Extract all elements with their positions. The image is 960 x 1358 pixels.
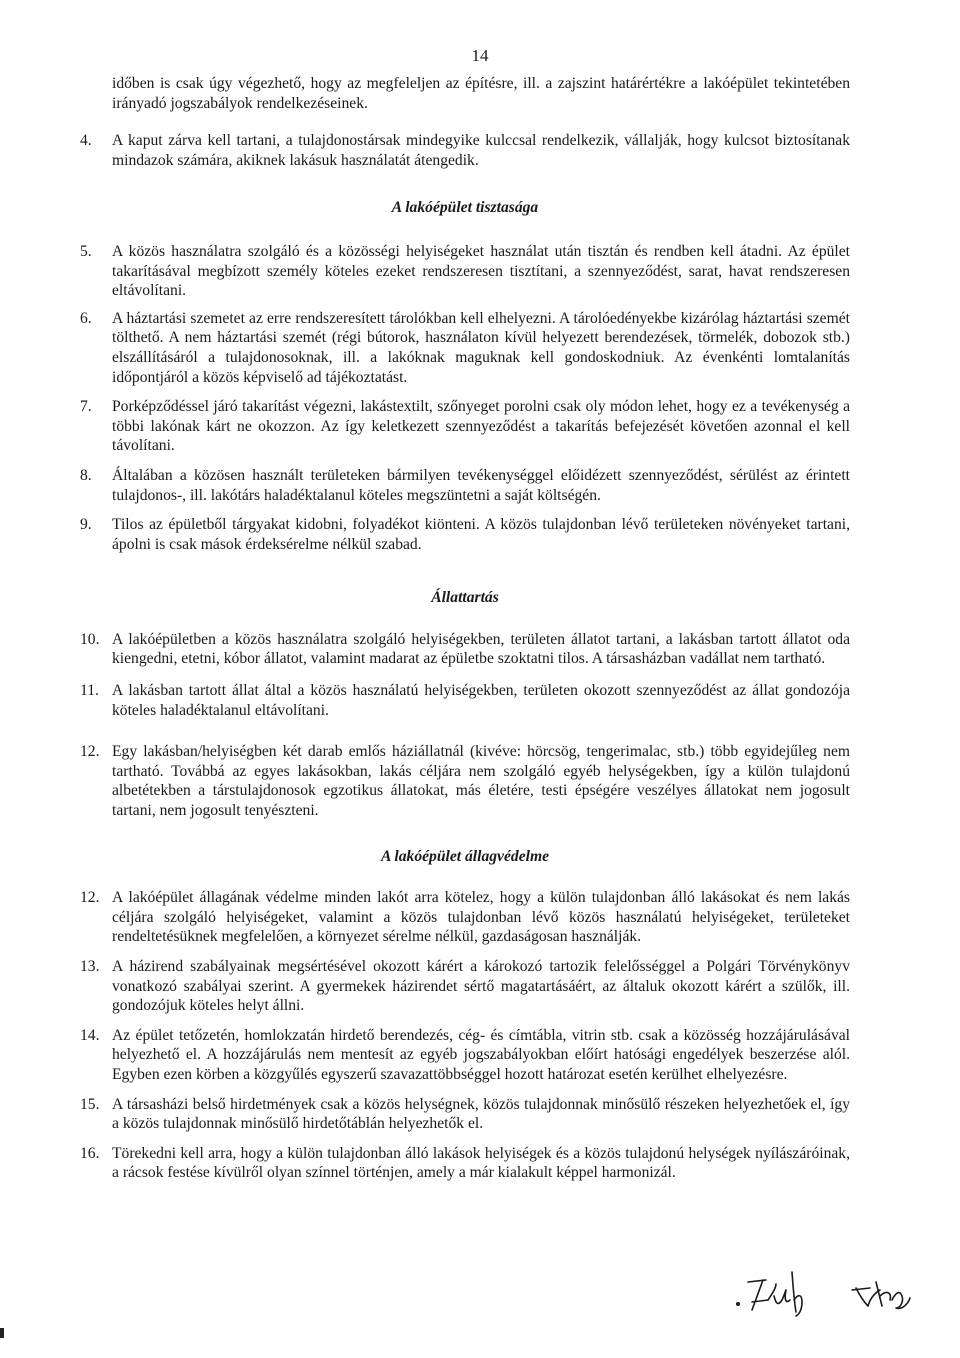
paragraph-text: Porképződéssel járó takarítást végezni, lakástextilt, szőnyeget porolni csak oly módon lehet, hogy ez a tevékenység a többi lakónak kárt ne okozzon. Az így keletkezett szennyeződést a takarítás befejezését követően azonnal el kell távolítani.: [112, 398, 850, 455]
paragraph-13: [80, 957, 850, 1016]
paragraph-number: 5.: [80, 242, 92, 260]
paragraph-7: [80, 397, 850, 456]
handwritten-signatures: [730, 1260, 930, 1330]
paragraph-text: időben is csak úgy végezhető, hogy az megfeleljen az építésre, ill. a zajszint határértékre a lakóépület tekintetében irányadó jogszabályok rendelkezéseinek.: [112, 75, 850, 112]
paragraph-text: A közös használatra szolgáló és a közösségi helyiségeket használat után tisztán és rendben kell átadni. Az épület takarításával megbízott személy köteles ezeket rendszeresen tisztítani, a szennyeződést, sarat, havat rendszeresen eltávolítani.: [112, 242, 850, 300]
paragraph-9: [80, 515, 850, 554]
paragraph-number: 9.: [80, 516, 92, 534]
paragraph-number: 11.: [80, 682, 99, 700]
section-heading-building-maintenance: A lakóépület állagvédelme: [380, 847, 550, 865]
paragraph-6: [80, 309, 850, 387]
paragraph-11: [80, 681, 850, 720]
paragraph-text: A házirend szabályainak megsértésével okozott kárért a károkozó tartozik felelősséggel a Polgári Törvénykönyv vonatkozó szabályai szerint. A gyermekek házirendet sértő magatartásáért, az általuk okozott kárért a szülők, ill. gondozójuk köteles helyt állni.: [112, 958, 850, 1015]
paragraph-number: 14.: [80, 1026, 100, 1044]
paragraph-number: 12.: [80, 889, 100, 907]
signature-initials-image: [730, 1260, 930, 1330]
paragraph-14: [80, 1026, 850, 1085]
paragraph-number: 13.: [80, 958, 100, 975]
paragraph-4: [80, 131, 850, 170]
document-body: [80, 70, 850, 1183]
paragraph-number: 12.: [80, 743, 100, 761]
paragraph-number: 10.: [80, 630, 100, 648]
paragraph-16: [80, 1144, 850, 1183]
paragraph-text: Egy lakásban/helyiségben két darab emlős háziállatnál (kivéve: hörcsög, tengerimalac, stb.) több egyidejűleg nem tartható. Továbbá az egyes lakásokban, lakás céljára nem szolgáló egyéb helységekben, így a külön tulajdonú albetétekben a társtulajdonosok egzotikus állatokat, más életére, testi épségére veszélyes állatokat nem jogosult tartani, nem jogosult tenyészteni.: [112, 743, 850, 820]
paragraph-number: 16.: [80, 1144, 100, 1162]
paragraph-text: A háztartási szemetet az erre rendszeresített tárolókban kell elhelyezni. A tárolóedényekbe kizárólag háztartási szemét tölthető. A nem háztartási szemét (régi bútorok, használaton kívül helyezett berendezések, törmelék, dobozok stb.) elszállításáról a tulajdonosoknak, ill. a lakóknak maguknak kell gondoskodniuk. Az évenkénti lomtalanítás időpontjáról a közös képviselő ad tájékoztatást.: [112, 309, 850, 386]
paragraph-15: [80, 1095, 850, 1134]
section-heading-cleanliness: A lakóépület tisztasága: [391, 199, 539, 217]
paragraph-number: 8.: [80, 466, 92, 484]
paragraph-text: A társasházi belső hirdetmények csak a közös helységnek, közös tulajdonnak minősülő részeken helyezhetőek el, így a közös tulajdonnak minősülő hirdetőtáblán helyezhetők el.: [112, 1095, 850, 1133]
section-heading-animal-keeping: Állattartás: [431, 589, 499, 607]
paragraph-continued: [80, 74, 850, 113]
paragraph-text: Általában a közösen használt területeken bármilyen tevékenységgel előidézett szennyeződést, sérülést az érintett tulajdonos-, ill. lakótárs haladéktalanul köteles megszüntetni a saját költségén.: [112, 466, 850, 504]
paragraph-number: 7.: [80, 398, 92, 416]
paragraph-8: [80, 466, 850, 505]
paragraph-text: A lakóépület állagának védelme minden lakót arra kötelez, hogy a külön tulajdonban álló lakásokat és nem lakás céljára szolgáló helyiségeket, valamint a közös tulajdonban lévő közös használatú helyiségeket, területeket rendeltetésüknek megfelelően, a környezet sérelme nélkül, gazdaságosan használják.: [112, 889, 850, 946]
scan-edge-mark: [0, 1328, 4, 1338]
paragraph-12: [80, 742, 850, 820]
paragraph-text: A kaput zárva kell tartani, a tulajdonostársak mindegyike kulccsal rendelkezik, vállalják, hogy kulcsot biztosítanak mindazok számára, akiknek lakásuk használatát átengedik.: [112, 132, 850, 169]
paragraph-text: Törekedni kell arra, hogy a külön tulajdonban álló lakások helyiségek és a közös tulajdonú helységek nyílászáróinak, a rácsok festése kívülről olyan színnel történjen, amely a már kialakult képpel harmonizál.: [112, 1144, 850, 1182]
paragraph-text: A lakásban tartott állat által a közös használatú helyiségekben, területen okozott szennyeződést az állat gondozója köteles haladéktalanul eltávolítani.: [112, 682, 850, 719]
paragraph-5: [80, 242, 850, 301]
paragraph-text: Az épület tetőzetén, homlokzatán hirdető berendezés, cég- és címtábla, vitrin stb. csak a közösség hozzájárulásával helyezhető el. A hozzájárulás nem mentesít az egyéb jogszabályokban előírt hatósági engedélyek beszerzése alól. Egyben ezen körben a közgyűlés egyszerű szavazattöbbséggel hozott határozat esetén kerülhet elhelyezésre.: [112, 1026, 850, 1083]
paragraph-number: 15.: [80, 1095, 100, 1113]
paragraph-10: [80, 630, 850, 669]
paragraph-number: 4.: [80, 132, 92, 150]
paragraph-number: 6.: [80, 309, 92, 327]
paragraph-text: A lakóépületben a közös használatra szolgáló helyiségekben, területen állatot tartani, a lakásban tartott állatot oda kiengedni, etetni, kóbor állatot, valamint madarat az épületbe szoktatni tilos. A társasházban vadállat nem tartható.: [112, 630, 850, 668]
paragraph-12b: [80, 888, 850, 947]
page-number: 14: [471, 46, 489, 65]
paragraph-text: Tilos az épületből tárgyakat kidobni, folyadékot kiönteni. A közös tulajdonban lévő területeken növényeket tartani, ápolni is csak mások érdeksérelme nélkül szabad.: [112, 516, 850, 553]
